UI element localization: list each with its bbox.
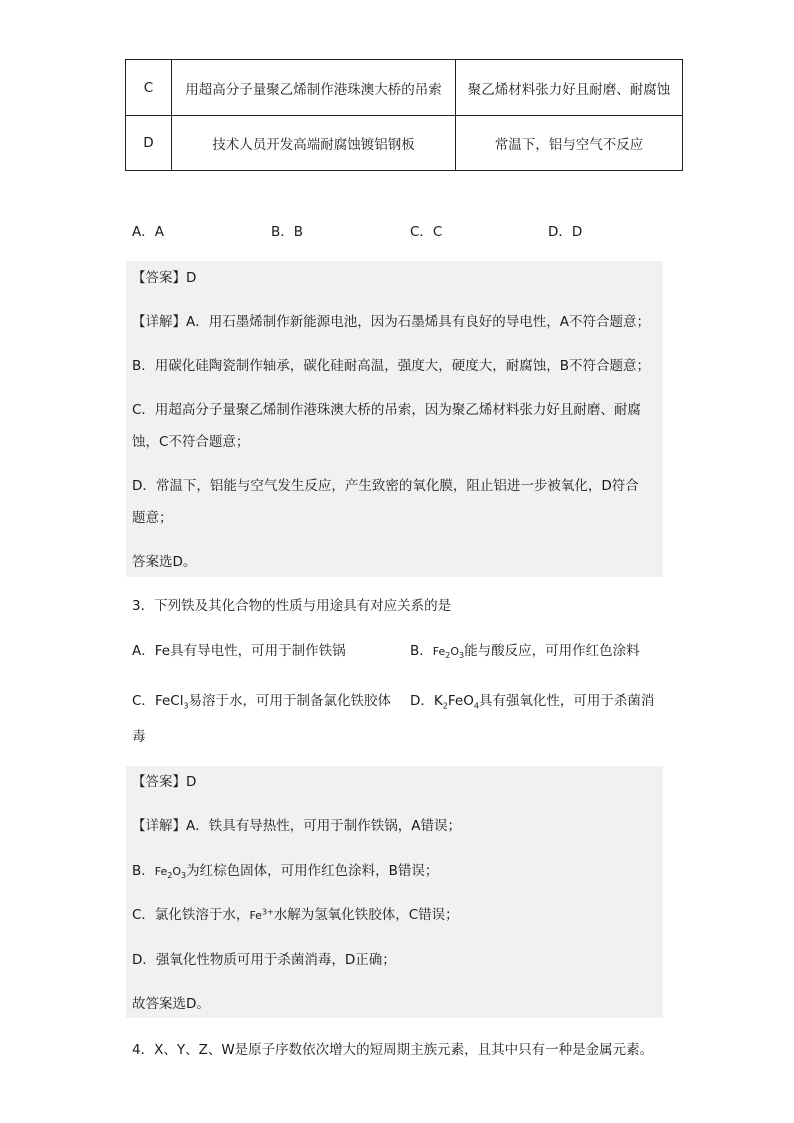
q3-option-b	[410, 641, 640, 662]
chem-formula: $Fe_2O_3$	[154, 865, 187, 881]
choice-a: A．A	[132, 224, 164, 240]
row-reason: 常温下，铝与空气不反应	[456, 116, 683, 171]
detail-line: B．$Fe_2O_3$为红棕色固体，可用作红色涂料，B错误；	[132, 863, 439, 881]
option-text: 能与酸反应，可用作红色涂料	[464, 643, 640, 659]
table-row	[126, 116, 683, 171]
choice-b: B．B	[271, 224, 304, 240]
detail-line: 蚀，C不符合题意；	[132, 434, 250, 450]
option-label: B．	[410, 643, 433, 659]
row-letter: C	[126, 60, 172, 116]
answer-q3: 【答案】D	[132, 774, 197, 790]
choice-c: C．C	[410, 224, 443, 240]
chem-formula: FeCl$_3$	[154, 693, 189, 711]
options-table	[125, 59, 683, 171]
q3-option-d-cont: 毒	[132, 729, 146, 745]
answer-q2: 【答案】D	[132, 270, 197, 286]
detail-line: 题意；	[132, 510, 173, 526]
chem-formula: $Fe^{3+}$	[249, 907, 274, 922]
detail-line: B．用碳化硅陶瓷制作轴承，碳化硅耐高温，强度大，硬度大，耐腐蚀，B不符合题意；	[132, 358, 651, 374]
detail-line: D．常温下，铝能与空气发生反应，产生致密的氧化膜，阻止铝进一步被氧化，D符合	[132, 478, 639, 494]
row-usage: 技术人员开发高端耐腐蚀镀铝钢板	[172, 116, 456, 171]
option-text: 具有强氧化性，可用于杀菌消	[478, 693, 655, 709]
detail-line: C．氯化铁溶于水，$Fe^{3+}$水解为氢氧化铁胶体，C错误；	[132, 907, 459, 923]
detail-line: C．用超高分子量聚乙烯制作港珠澳大桥的吊索，因为聚乙烯材料张力好且耐磨、耐腐	[132, 402, 641, 418]
option-label: D．	[410, 693, 434, 709]
answer-block-q3	[126, 766, 663, 1018]
choice-d: D．D	[548, 224, 583, 240]
detail-line: 故答案选D。	[132, 996, 210, 1012]
q3-option-c	[132, 691, 391, 711]
detail-line: D．强氧化性物质可用于杀菌消毒，D正确；	[132, 952, 396, 968]
row-letter: D	[126, 116, 172, 171]
q3-option-a: A．Fe具有导电性，可用于制作铁锅	[132, 643, 346, 659]
question-3-stem: 3．下列铁及其化合物的性质与用途具有对应关系的是	[132, 598, 452, 614]
option-text: 易溶于水，可用于制备氯化铁胶体	[188, 693, 392, 709]
table-row	[126, 60, 683, 116]
row-usage: 用超高分子量聚乙烯制作港珠澳大桥的吊索	[172, 60, 456, 116]
option-label: C．	[132, 693, 155, 709]
question-4-stem: 4．X、Y、Z、W是原子序数依次增大的短周期主族元素，且其中只有一种是金属元素。	[132, 1042, 654, 1058]
q3-option-d	[410, 691, 654, 711]
chem-formula: $K_2FeO_4$	[433, 693, 479, 711]
chem-formula: $Fe_2O_3$	[432, 645, 465, 661]
detail-line: 【详解】A．用石墨烯制作新能源电池，因为石墨烯具有良好的导电性，A不符合题意；	[132, 314, 650, 330]
row-reason: 聚乙烯材料张力好且耐磨、耐腐蚀	[456, 60, 683, 116]
detail-line: 【详解】A．铁具有导热性，可用于制作铁锅，A错误；	[132, 818, 461, 834]
detail-line: 答案选D。	[132, 554, 197, 570]
